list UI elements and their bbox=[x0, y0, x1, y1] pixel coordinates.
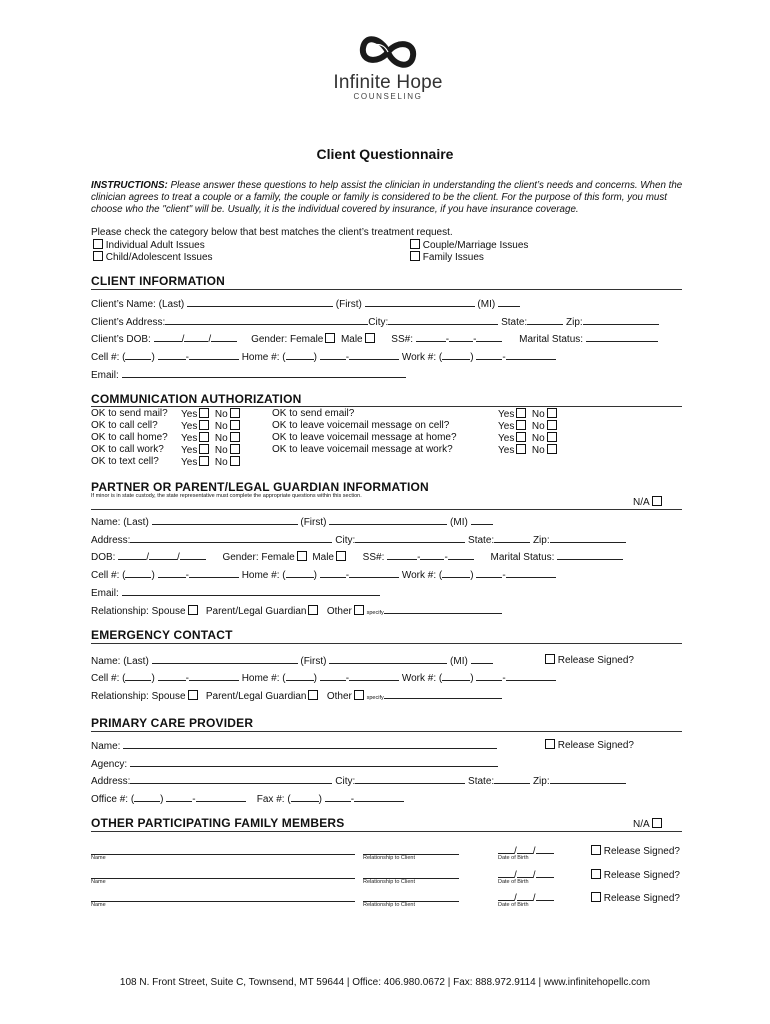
parent-checkbox[interactable] bbox=[308, 690, 318, 700]
yes-checkbox[interactable] bbox=[516, 420, 526, 430]
dob-year-field[interactable] bbox=[536, 891, 554, 901]
page-title: Client Questionnaire bbox=[316, 146, 454, 162]
label: City: bbox=[335, 535, 356, 546]
female-checkbox[interactable] bbox=[297, 551, 307, 561]
release-label: Release Signed? bbox=[603, 846, 680, 857]
option-label: Individual Adult Issues bbox=[105, 240, 205, 251]
checkbox[interactable] bbox=[93, 239, 103, 249]
release-checkbox[interactable] bbox=[545, 739, 555, 749]
label: Female bbox=[261, 552, 295, 563]
guardian-dob-row: DOB: / / Gender: Female Male SS#: - - Marital Status: bbox=[91, 550, 623, 563]
work-area-field[interactable] bbox=[442, 671, 470, 681]
label: Zip: bbox=[532, 776, 550, 787]
family-dob-field[interactable]: / / bbox=[498, 844, 554, 857]
zip-field[interactable] bbox=[583, 315, 659, 325]
logo-name: Infinite Hope bbox=[333, 72, 443, 93]
home-area-field[interactable] bbox=[286, 568, 314, 578]
category-option-child[interactable] bbox=[91, 251, 213, 264]
no-label: No bbox=[214, 409, 228, 420]
yes-checkbox[interactable] bbox=[516, 432, 526, 442]
label: Home #: ( bbox=[241, 352, 286, 363]
last-name-field[interactable] bbox=[152, 654, 298, 664]
mi-field[interactable] bbox=[471, 654, 493, 664]
ss-field-1[interactable] bbox=[387, 550, 417, 560]
yes-label: Yes bbox=[498, 433, 515, 444]
yes-label: Yes bbox=[181, 421, 198, 432]
label: Email: bbox=[91, 370, 119, 381]
no-checkbox[interactable] bbox=[230, 444, 240, 454]
guardian-relationship-row bbox=[91, 604, 502, 617]
release-checkbox[interactable] bbox=[591, 869, 601, 879]
marital-field[interactable] bbox=[557, 550, 623, 560]
home-number-field[interactable] bbox=[349, 568, 399, 578]
guardian-na bbox=[633, 496, 662, 508]
family-dob-label: Date of Birth bbox=[498, 879, 529, 885]
cell-number-field[interactable] bbox=[189, 671, 239, 681]
yes-label: Yes bbox=[181, 457, 198, 468]
comm-q-text: OK to text cell? bbox=[91, 456, 159, 467]
comm-q-vm-home: OK to leave voicemail message at home? bbox=[272, 432, 457, 443]
label: Other bbox=[326, 606, 352, 617]
work-area-field[interactable] bbox=[442, 568, 470, 578]
na-checkbox[interactable] bbox=[652, 496, 662, 506]
client-address-row bbox=[91, 315, 659, 328]
dob-month-field[interactable] bbox=[498, 868, 514, 878]
zip-field[interactable] bbox=[550, 774, 626, 784]
home-area-field[interactable] bbox=[286, 671, 314, 681]
pcp-name-row bbox=[91, 739, 497, 752]
home-area-field[interactable] bbox=[286, 350, 314, 360]
family-dob-field[interactable]: / / bbox=[498, 891, 554, 904]
label: Parent/Legal Guardian bbox=[205, 691, 307, 702]
label: Address: bbox=[91, 776, 131, 787]
label: DOB: bbox=[91, 552, 116, 563]
address-field[interactable] bbox=[165, 315, 368, 325]
yes-checkbox[interactable] bbox=[199, 456, 209, 466]
city-field[interactable] bbox=[388, 315, 498, 325]
family-release bbox=[589, 869, 680, 881]
yes-checkbox[interactable] bbox=[199, 432, 209, 442]
work-number-field[interactable] bbox=[506, 671, 556, 681]
label: Marital Status: bbox=[490, 552, 555, 563]
ss-field-2[interactable] bbox=[420, 550, 444, 560]
emergency-phone-row: Cell #: ( ) - Home #: ( ) - Work #: ( ) - bbox=[91, 671, 556, 684]
release-checkbox[interactable] bbox=[545, 654, 555, 664]
label: Relationship: bbox=[91, 691, 149, 702]
yes-label: Yes bbox=[498, 445, 515, 456]
label: Cell #: ( bbox=[91, 673, 126, 684]
client-phone-row: Cell #: ( ) - Home #: ( ) - Work #: ( ) - bbox=[91, 350, 556, 363]
office-number-field[interactable] bbox=[196, 792, 246, 802]
marital-field[interactable] bbox=[586, 332, 658, 342]
dob-year-field[interactable] bbox=[536, 844, 554, 854]
instructions-text: Please answer these questions to help assist the clinician in understanding the client’s needs and concerns. When the clinician agrees to treat a couple or a family, the couple or family is considered to be the client. For the purpose of this form, you must choose who the "client" will be. Usually, it is the individual covered by insurance, if you have insurance coverage. bbox=[91, 180, 683, 215]
yes-label: Yes bbox=[181, 433, 198, 444]
first-name-field[interactable] bbox=[329, 515, 447, 525]
emergency-release bbox=[543, 654, 634, 666]
checkbox[interactable] bbox=[93, 251, 103, 261]
option-label: Family Issues bbox=[422, 252, 484, 263]
specify-field[interactable] bbox=[384, 689, 502, 699]
comm-q-vm-cell: OK to leave voicemail message on cell? bbox=[272, 420, 450, 431]
dob-day-field[interactable] bbox=[517, 891, 533, 901]
label: State: bbox=[501, 317, 528, 328]
na-label: N/A bbox=[633, 497, 650, 508]
dob-month-field[interactable] bbox=[498, 844, 514, 854]
section-rule bbox=[91, 406, 682, 407]
label: Gender: bbox=[251, 334, 288, 345]
ss-field-1[interactable] bbox=[416, 332, 446, 342]
label: City: bbox=[368, 317, 389, 328]
zip-field[interactable] bbox=[550, 533, 626, 543]
home-number-field[interactable] bbox=[349, 350, 399, 360]
cell-area-field[interactable] bbox=[125, 671, 151, 681]
dob-day-field[interactable] bbox=[517, 868, 533, 878]
guardian-name-row bbox=[91, 515, 493, 528]
label: Agency: bbox=[91, 759, 128, 770]
section-rule bbox=[91, 831, 682, 832]
yes-no-home bbox=[181, 432, 240, 444]
no-checkbox[interactable] bbox=[230, 408, 240, 418]
specify-field[interactable] bbox=[384, 604, 502, 614]
logo bbox=[318, 30, 458, 110]
section-header-emergency: EMERGENCY CONTACT bbox=[91, 628, 233, 642]
comm-q-email: OK to send email? bbox=[272, 408, 355, 419]
instructions-label: INSTRUCTIONS: bbox=[91, 180, 168, 191]
ss-field-3[interactable] bbox=[448, 550, 474, 560]
cell-area-field[interactable] bbox=[125, 350, 151, 360]
state-field[interactable] bbox=[527, 315, 563, 325]
pcp-release bbox=[543, 739, 634, 751]
section-header-family: OTHER PARTICIPATING FAMILY MEMBERS bbox=[91, 816, 345, 830]
no-label: No bbox=[531, 409, 545, 420]
label: Work #: ( bbox=[401, 570, 443, 581]
family-name-label: Name bbox=[91, 879, 106, 885]
pcp-address-row bbox=[91, 774, 626, 787]
guardian-email-row bbox=[91, 586, 380, 599]
fax-prefix-field[interactable] bbox=[325, 792, 351, 802]
pcp-agency-field[interactable] bbox=[130, 757, 498, 767]
no-checkbox[interactable] bbox=[230, 420, 240, 430]
comm-q-mail: OK to send mail? bbox=[91, 408, 168, 419]
cell-prefix-field[interactable] bbox=[158, 350, 186, 360]
label: (First) bbox=[335, 299, 362, 310]
dob-year-field[interactable] bbox=[536, 868, 554, 878]
yes-label: Yes bbox=[181, 445, 198, 456]
yes-no-text bbox=[181, 456, 240, 468]
yes-no-vm-home bbox=[498, 432, 557, 444]
section-header-pcp: PRIMARY CARE PROVIDER bbox=[91, 716, 254, 730]
category-prompt: Please check the category below that best matches the client’s treatment request. bbox=[91, 227, 453, 238]
family-dob-label: Date of Birth bbox=[498, 902, 529, 908]
no-checkbox[interactable] bbox=[547, 420, 557, 430]
label: Home #: ( bbox=[241, 570, 286, 581]
last-name-field[interactable] bbox=[187, 297, 333, 307]
no-label: No bbox=[531, 445, 545, 456]
family-release bbox=[589, 892, 680, 904]
label: Cell #: ( bbox=[91, 352, 126, 363]
label: City: bbox=[335, 776, 356, 787]
section-header-client: CLIENT INFORMATION bbox=[91, 274, 226, 288]
label: Client’s Address: bbox=[91, 317, 166, 328]
yes-label: Yes bbox=[498, 409, 515, 420]
no-checkbox[interactable] bbox=[547, 408, 557, 418]
pcp-phone-row: Office #: ( ) - Fax #: ( ) - bbox=[91, 792, 404, 805]
comm-q-cell: OK to call cell? bbox=[91, 420, 158, 431]
family-dob-field[interactable]: / / bbox=[498, 868, 554, 881]
label: Cell #: ( bbox=[91, 570, 126, 581]
pcp-agency-row bbox=[91, 757, 498, 770]
dob-month-field[interactable] bbox=[498, 891, 514, 901]
office-area-field[interactable] bbox=[134, 792, 160, 802]
other-checkbox[interactable] bbox=[354, 690, 364, 700]
label: Address: bbox=[91, 535, 131, 546]
client-email-row bbox=[91, 368, 406, 381]
option-label: Child/Adolescent Issues bbox=[105, 252, 213, 263]
yes-no-work bbox=[181, 444, 240, 456]
cell-prefix-field[interactable] bbox=[158, 671, 186, 681]
family-name-label: Name bbox=[91, 902, 106, 908]
label: Spouse bbox=[151, 691, 186, 702]
ss-field-3[interactable] bbox=[476, 332, 502, 342]
cell-number-field[interactable] bbox=[189, 350, 239, 360]
first-name-field[interactable] bbox=[329, 654, 447, 664]
label: Spouse bbox=[151, 606, 186, 617]
comm-q-home: OK to call home? bbox=[91, 432, 168, 443]
dob-day-field[interactable] bbox=[517, 844, 533, 854]
label: (First) bbox=[300, 517, 327, 528]
work-prefix-field[interactable] bbox=[476, 568, 502, 578]
section-header-guardian: PARTNER OR PARENT/LEGAL GUARDIAN INFORMATION bbox=[91, 480, 429, 494]
parent-checkbox[interactable] bbox=[308, 605, 318, 615]
work-number-field[interactable] bbox=[506, 568, 556, 578]
yes-checkbox[interactable] bbox=[516, 444, 526, 454]
label: SS#: bbox=[362, 552, 385, 563]
family-name-label: Name bbox=[91, 855, 106, 861]
dob-year-field[interactable] bbox=[211, 332, 237, 342]
label: Gender: bbox=[222, 552, 259, 563]
yes-no-email bbox=[498, 408, 557, 420]
yes-checkbox[interactable] bbox=[199, 444, 209, 454]
yes-checkbox[interactable] bbox=[199, 408, 209, 418]
family-name-field[interactable] bbox=[91, 878, 355, 879]
label: (MI) bbox=[477, 299, 496, 310]
state-field[interactable] bbox=[494, 774, 530, 784]
state-field[interactable] bbox=[494, 533, 530, 543]
office-prefix-field[interactable] bbox=[166, 792, 192, 802]
emergency-name-row bbox=[91, 654, 493, 667]
label: Marital Status: bbox=[519, 334, 584, 345]
work-prefix-field[interactable] bbox=[476, 350, 502, 360]
checkbox[interactable] bbox=[410, 251, 420, 261]
emergency-relationship-row bbox=[91, 689, 502, 702]
female-checkbox[interactable] bbox=[325, 333, 335, 343]
release-checkbox[interactable] bbox=[591, 845, 601, 855]
label: Client’s DOB: bbox=[91, 334, 151, 345]
label: Name: bbox=[91, 741, 121, 752]
release-label: Release Signed? bbox=[603, 870, 680, 881]
label: Client’s Name: (Last) bbox=[91, 299, 185, 310]
work-area-field[interactable] bbox=[442, 350, 470, 360]
release-label: Release Signed? bbox=[603, 893, 680, 904]
work-prefix-field[interactable] bbox=[476, 671, 502, 681]
male-checkbox[interactable] bbox=[336, 551, 346, 561]
label: Work #: ( bbox=[401, 673, 443, 684]
spouse-checkbox[interactable] bbox=[188, 605, 198, 615]
client-name-row bbox=[91, 297, 520, 310]
fax-area-field[interactable] bbox=[291, 792, 319, 802]
mi-field[interactable] bbox=[498, 297, 520, 307]
cell-area-field[interactable] bbox=[125, 568, 151, 578]
label: Male bbox=[312, 552, 334, 563]
label: Relationship: bbox=[91, 606, 149, 617]
yes-label: Yes bbox=[498, 421, 515, 432]
no-label: No bbox=[531, 433, 545, 444]
email-field[interactable] bbox=[122, 368, 406, 378]
family-dob-label: Date of Birth bbox=[498, 855, 529, 861]
section-rule bbox=[91, 731, 682, 732]
dob-month-field[interactable] bbox=[118, 550, 146, 560]
specify-label: specify bbox=[366, 695, 384, 701]
label: State: bbox=[468, 776, 495, 787]
logo-subtitle: COUNSELING bbox=[353, 92, 423, 101]
guardian-note: If minor is in state custody, the state representative must complete the appropriate questions within this section. bbox=[91, 493, 362, 499]
label: Home #: ( bbox=[241, 673, 286, 684]
label: Zip: bbox=[532, 535, 550, 546]
label: Other bbox=[326, 691, 352, 702]
release-checkbox[interactable] bbox=[591, 892, 601, 902]
comm-q-vm-work: OK to leave voicemail message at work? bbox=[272, 444, 453, 455]
no-checkbox[interactable] bbox=[230, 456, 240, 466]
family-name-field[interactable] bbox=[91, 854, 355, 855]
dob-day-field[interactable] bbox=[149, 550, 177, 560]
label: (MI) bbox=[450, 517, 468, 528]
yes-no-vm-cell bbox=[498, 420, 557, 432]
section-rule bbox=[91, 643, 682, 644]
label: (MI) bbox=[450, 656, 468, 667]
home-number-field[interactable] bbox=[349, 671, 399, 681]
checkbox[interactable] bbox=[410, 239, 420, 249]
no-label: No bbox=[531, 421, 545, 432]
section-rule bbox=[91, 509, 682, 510]
no-checkbox[interactable] bbox=[547, 444, 557, 454]
na-checkbox[interactable] bbox=[652, 818, 662, 828]
no-label: No bbox=[214, 421, 228, 432]
family-na bbox=[633, 818, 662, 830]
yes-label: Yes bbox=[181, 409, 198, 420]
na-label: N/A bbox=[633, 819, 650, 830]
city-field[interactable] bbox=[355, 533, 465, 543]
pcp-name-field[interactable] bbox=[123, 739, 497, 749]
family-name-field[interactable] bbox=[91, 901, 355, 902]
instructions bbox=[91, 180, 691, 216]
home-prefix-field[interactable] bbox=[320, 568, 346, 578]
label: Female bbox=[290, 334, 324, 345]
home-prefix-field[interactable] bbox=[320, 350, 346, 360]
label: Name: (Last) bbox=[91, 517, 149, 528]
yes-checkbox[interactable] bbox=[516, 408, 526, 418]
home-prefix-field[interactable] bbox=[320, 671, 346, 681]
label: Parent/Legal Guardian bbox=[205, 606, 307, 617]
label: Male bbox=[340, 334, 363, 345]
city-field[interactable] bbox=[355, 774, 465, 784]
family-relationship-label: Relationship to Client bbox=[363, 902, 415, 908]
guardian-phone-row: Cell #: ( ) - Home #: ( ) - Work #: ( ) - bbox=[91, 568, 556, 581]
no-checkbox[interactable] bbox=[230, 432, 240, 442]
label: Fax #: ( bbox=[256, 794, 291, 805]
work-number-field[interactable] bbox=[506, 350, 556, 360]
address-field[interactable] bbox=[130, 774, 332, 784]
yes-no-mail bbox=[181, 408, 240, 420]
option-label: Couple/Marriage Issues bbox=[422, 240, 529, 251]
yes-no-cell bbox=[181, 420, 240, 432]
footer-contact: 108 N. Front Street, Suite C, Townsend, MT 59644 | Office: 406.980.0672 | Fax: 888.972.9114 | www.infinitehopellc.com bbox=[119, 977, 651, 988]
label: Email: bbox=[91, 588, 119, 599]
infinity-logo-icon bbox=[357, 30, 419, 74]
yes-checkbox[interactable] bbox=[199, 420, 209, 430]
label: Office #: ( bbox=[91, 794, 135, 805]
no-label: No bbox=[214, 433, 228, 444]
other-checkbox[interactable] bbox=[354, 605, 364, 615]
comm-q-work: OK to call work? bbox=[91, 444, 164, 455]
label: Work #: ( bbox=[401, 352, 443, 363]
yes-no-vm-work bbox=[498, 444, 557, 456]
address-field[interactable] bbox=[130, 533, 332, 543]
client-dob-row: Client’s DOB: / / Gender: Female Male SS#: - - Marital Status: bbox=[91, 332, 658, 345]
cell-number-field[interactable] bbox=[189, 568, 239, 578]
family-relationship-label: Relationship to Client bbox=[363, 879, 415, 885]
label: SS#: bbox=[391, 334, 413, 345]
label: State: bbox=[468, 535, 495, 546]
specify-label: specify bbox=[366, 610, 384, 616]
label: Zip: bbox=[566, 317, 583, 328]
last-name-field[interactable] bbox=[152, 515, 298, 525]
dob-month-field[interactable] bbox=[154, 332, 182, 342]
spouse-checkbox[interactable] bbox=[188, 690, 198, 700]
family-relationship-label: Relationship to Client bbox=[363, 855, 415, 861]
release-label: Release Signed? bbox=[557, 740, 634, 751]
family-release bbox=[589, 845, 680, 857]
release-label: Release Signed? bbox=[557, 655, 634, 666]
label: (First) bbox=[300, 656, 327, 667]
section-header-communication: COMMUNICATION AUTHORIZATION bbox=[91, 392, 302, 406]
cell-prefix-field[interactable] bbox=[158, 568, 186, 578]
section-rule bbox=[91, 289, 682, 290]
ss-field-2[interactable] bbox=[449, 332, 473, 342]
male-checkbox[interactable] bbox=[365, 333, 375, 343]
no-label: No bbox=[214, 445, 228, 456]
guardian-address-row bbox=[91, 533, 626, 546]
label: Name: (Last) bbox=[91, 656, 149, 667]
first-name-field[interactable] bbox=[365, 297, 475, 307]
email-field[interactable] bbox=[122, 586, 380, 596]
fax-number-field[interactable] bbox=[354, 792, 404, 802]
dob-year-field[interactable] bbox=[180, 550, 206, 560]
mi-field[interactable] bbox=[471, 515, 493, 525]
no-label: No bbox=[214, 457, 228, 468]
category-option-family[interactable] bbox=[408, 251, 484, 264]
dob-day-field[interactable] bbox=[184, 332, 208, 342]
no-checkbox[interactable] bbox=[547, 432, 557, 442]
